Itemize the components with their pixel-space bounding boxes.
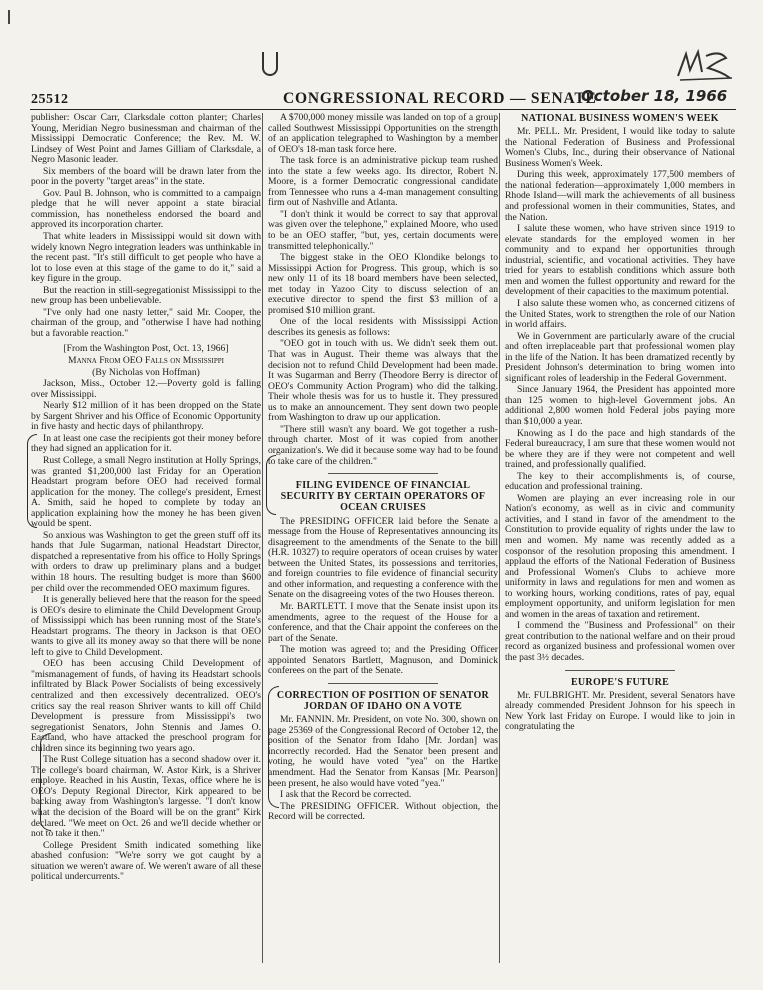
page-number: 25512 <box>31 92 69 107</box>
header-rule <box>30 109 736 110</box>
section-heading: NATIONAL BUSINESS WOMEN'S WEEK <box>521 113 719 124</box>
paragraph: The key to their accomplishments is, of course, education and professional training. <box>505 470 735 493</box>
paragraph: A $700,000 money missile was landed on top of a group called Southwest Mississippi Opportunities on the strength of an application telegraphed to Washington by a member of OEO's 18-man task force here. <box>268 112 498 155</box>
paragraph: I salute these women, who have striven since 1919 to elevate standards for the employed women in her community and to expand her opportunities through industrial, scientific, and vocational activities. They have tried for years to establish conditions which assure both men and women the fullest opportunity and reward for the development of their capacities to the maximum potential. <box>505 223 735 298</box>
paragraph: I commend the "Business and Professional" on their great contribution to the national welfare and on their proud record as organized business and professional women over the past 3½ decades. <box>505 620 735 663</box>
section-rule <box>328 473 438 474</box>
ink-stamp-icon <box>676 48 734 82</box>
paragraph: "I've only had one nasty letter," said Mr. Cooper, the chairman of the group, and "otherwise I have had nothing but a favorable reaction." <box>31 306 261 339</box>
scan-corner-mark <box>8 10 20 24</box>
paragraph: Women are playing an ever increasing role in our Nation's economy, as well as in civic and community activities, and I stand in favor of the amendment to the Constitution to provide equality of rights under the law to men and women. My name was recently added as a cosponsor of the resolution proposing this amendment. I applaud the efforts of the National Federation of Business and Professional Women's Clubs to achieve more uniformity in laws and regulations for men and women as to working hours, working conditions, rates of pay, equal employment opportunity, and uniform legislation for men and women in the areas of taxation and retirement. <box>505 492 735 620</box>
section-heading: CORRECTION OF POSITION OF SENATOR JORDAN OF IDAHO ON A VOTE <box>276 689 490 713</box>
paragraph: One of the local residents with Mississippi Action describes its genesis as follows: <box>268 316 498 338</box>
paragraph: Mr. FANNIN. Mr. President, on vote No. 300, shown on page 25369 of the Congressional Record of October 12, the position of the Senator from Idaho [Mr. Jordan] was incorrectly recorded. Had the Senator been present and voting, he would have voted "yea" on the Hartke amendment. Had the Senator from Kansas [Mr. Pearson] been present, he also would have voted "yea." <box>268 714 498 789</box>
article-title: Manna From OEO Falls on Mississippi <box>68 355 224 367</box>
paragraph: But the reaction in still-segregationist Mississippi to the new group has been unbelievable. <box>31 284 261 307</box>
column-middle <box>268 113 498 824</box>
column-divider <box>262 113 263 963</box>
section-rule <box>328 683 438 684</box>
column-right <box>505 113 735 734</box>
paragraph: Rust College, a small Negro institution at Holly Springs, was granted $1,200,000 last Friday for an Operation Headstart program before OEO had received formal application for the money. The college's president, Ernest A. Smith, said he hoped to complete by today an application explaining how the money he has been given would be spent. <box>31 454 261 530</box>
paragraph: publisher: Oscar Carr, Clarksdale cotton planter; Charles Young, Meridian Negro businessman and chairman of the Mississippi Democratic Conference; the Rev. M. W. Lindsey of West Point and James Gilliam of Clarksdale, a Negro Masonic leader. <box>31 112 261 166</box>
paragraph: Jackson, Miss., October 12.—Poverty gold is falling over Mississippi. <box>31 378 261 400</box>
column-divider <box>499 113 500 963</box>
paragraph: The PRESIDING OFFICER laid before the Senate a message from the House of Representatives announcing its disagreement to the amendments of the Senate to the bill (H.R. 10327) to require operators of ocean cruises by water between the United States, its possessions and territories, and foreign countries to file evidence of financial security and other information, and requesting a conference with the Senate on the disagreeing votes of the two Houses thereon. <box>268 515 498 601</box>
paragraph: So anxious was Washington to get the green stuff off its hands that Jule Sugarman, national Headstart Director, dispatched a representative from his office to Holly Springs with orders to draw up preliminary plans and a budget within 18 hours. The resulting budget is more than $600 per child over the recommended OEO maximum figures. <box>31 529 261 594</box>
pen-bracket-mark <box>27 434 37 528</box>
paragraph: "OEO got in touch with us. We didn't seek them out. That was in August. Their theme was always that the decision not to refund Child Development had been made. It was Sugarman and Berry (Theodore Berry is director of OEO's Community Action Program) who did the talking. Their whole thesis was for us to hustle it. They pressured us to make an announcement. They sent down two people from Washington to draw up our application. <box>268 338 498 424</box>
publication-title: CONGRESSIONAL RECORD — SENATE <box>283 90 597 107</box>
paragraph: The PRESIDING OFFICER. Without objection, the Record will be corrected. <box>268 800 498 823</box>
paragraph: The biggest stake in the OEO Klondike belongs to Mississippi Action for Progress. This group, which is so new only 11 of its 18 board members have been selected, met today in Yazoo City to discuss selection of an executive director to spend the first $3 million of a promised $10 million grant. <box>268 252 498 316</box>
paragraph: Nearly $12 million of it has been dropped on the State by Sargent Shriver and his Office of Economic Opportunity in five hasty and hectic days of philanthropy. <box>31 400 261 433</box>
paragraph: Mr. FULBRIGHT. Mr. President, several Senators have already commended President Johnson for his speech in New York last Friday on Europe. I would like to join in congratulating the <box>505 689 735 733</box>
paragraph: "There still wasn't any board. We got together a rush-through charter. Most of it was copied from another organization's. We did it because some way had to be found to take care of the children." <box>268 423 498 467</box>
paragraph: Knowing as I do the pace and high standards of the Federal bureaucracy, I am sure that these women would not be where they are if they were not competent and well trained, and professionally qualified. <box>505 427 735 471</box>
paragraph: The task force is an administrative pickup team rushed into the state a few weeks ago. Its director, Robert N. Moore, is a former Democratic congressional candidate from Tennessee who runs a 4-man management consulting firm out of Nashville and Atlanta. <box>268 155 498 209</box>
paragraph: "I don't think it would be correct to say that approval was given over the telephone," explained Moore, who used to be an OEO staffer, "but, yes, certain documents were transmitted telephonically." <box>268 208 498 252</box>
source-line: [From the Washington Post, Oct. 13, 1966] <box>63 343 229 355</box>
paragraph: Gov. Paul B. Johnson, who is committed to a campaign pledge that he will never appoint a state biracial commission, has nonetheless endorsed the board and approved its incorporation charter. <box>31 187 261 231</box>
paragraph: It is generally believed here that the reason for the speed is OEO's desire to eliminate the Child Development Group of Mississippi which has been running most of the State's Headstart programs. The theory in Jackson is that OEO wants to give all its money away so that there will be none left to give to Child Development. <box>31 594 261 658</box>
paragraph: I ask that the Record be corrected. <box>280 789 412 801</box>
paragraph: The Rust College situation has a second shadow over it. The college's board chairman, W. Astor Kirk, is a Shriver employe. Reached in his Austin, Texas, office where he is OEO's Deputy Regional Director, Kirk appeared to be backing away from Washington's largesse. "I don't know what the decision of the Board will be on the grant" Kirk declared. "We meet on Oct. 26 and we'll decide whether or not to take it then." <box>31 754 261 840</box>
byline: (By Nicholas von Hoffman) <box>92 366 200 378</box>
paragraph: The motion was agreed to; and the Presiding Officer appointed Senators Bartlett, Magnuson, and Dominick conferees on the part of the Senate. <box>268 644 498 677</box>
paragraph: In at least one case the recipients got their money before they had signed an application for it. <box>31 432 261 455</box>
paragraph: I also salute these women who, as concerned citizens of the United States, work to strengthen the role of our Nation in world affairs. <box>505 297 735 331</box>
column-left <box>31 113 261 884</box>
section-rule <box>565 670 675 671</box>
binder-hole-mark <box>262 52 278 76</box>
paragraph: Six members of the board will be drawn later from the poor in the poverty "target areas" in the state. <box>31 165 261 188</box>
paragraph: That white leaders in Mississippi would sit down with widely known Negro integration leaders was unthinkable in the recent past. "It's still difficult to get people who have a lot to lose even at this stage of the game to do it," said a key figure in the group. <box>31 231 261 285</box>
section-heading: EUROPE'S FUTURE <box>570 676 670 688</box>
paragraph: Since January 1964, the President has appointed more than 125 women to high-level Government jobs. An additional 2,800 women hold Federal jobs paying more than $10,000 a year. <box>505 384 735 427</box>
paragraph: During this week, approximately 177,500 members of the national federation—approximately 1,000 members in Rhode Island—will mark the achievements of all business and professional women in their communities, States, and the Nation. <box>505 169 735 223</box>
paragraph: We in Government are particularly aware of the crucial and often irreplaceable part that professional women play in the life of the Nation. It has been dramatized recently by President Johnson's determination to bring women into significant roles of leadership in the Federal Government. <box>505 330 735 384</box>
section-heading: FILING EVIDENCE OF FINANCIAL SECURITY BY CERTAIN OPERATORS OF OCEAN CRUISES <box>280 480 486 514</box>
pen-bracket-mark <box>268 686 279 808</box>
handwritten-date: October 18, 1966 <box>581 87 728 105</box>
paragraph: College President Smith indicated something like abashed confusion: "We're sorry we got caught by a situation we weren't aware of. We weren't aware of all these political undercurrents." <box>31 839 261 883</box>
paragraph: Mr. BARTLETT. I move that the Senate insist upon its amendments, agree to the request of the House for a conference, and that the Chair appoint the conferees on the part of the Senate. <box>268 601 498 644</box>
pen-bracket-mark <box>40 733 51 831</box>
paragraph: OEO has been accusing Child Development of "mismanagement of funds, of having its Headstart schools infiltrated by Black Power Socialists of being excessively centralized and then excessively decentralized. OEO's critics say the real reason Shriver wants to kill off Child Development is pressure from Mississippi's two segregationist Senators, John Stennis and James O. Eastland, who have attacked the preschool program for children since its beginning two years ago. <box>31 658 261 754</box>
paragraph: Mr. PELL. Mr. President, I would like today to salute the National Federation of Business and Professional Women's Clubs, Inc., during their observance of National Business Women's Week. <box>505 126 735 169</box>
pen-bracket-mark <box>266 455 276 515</box>
